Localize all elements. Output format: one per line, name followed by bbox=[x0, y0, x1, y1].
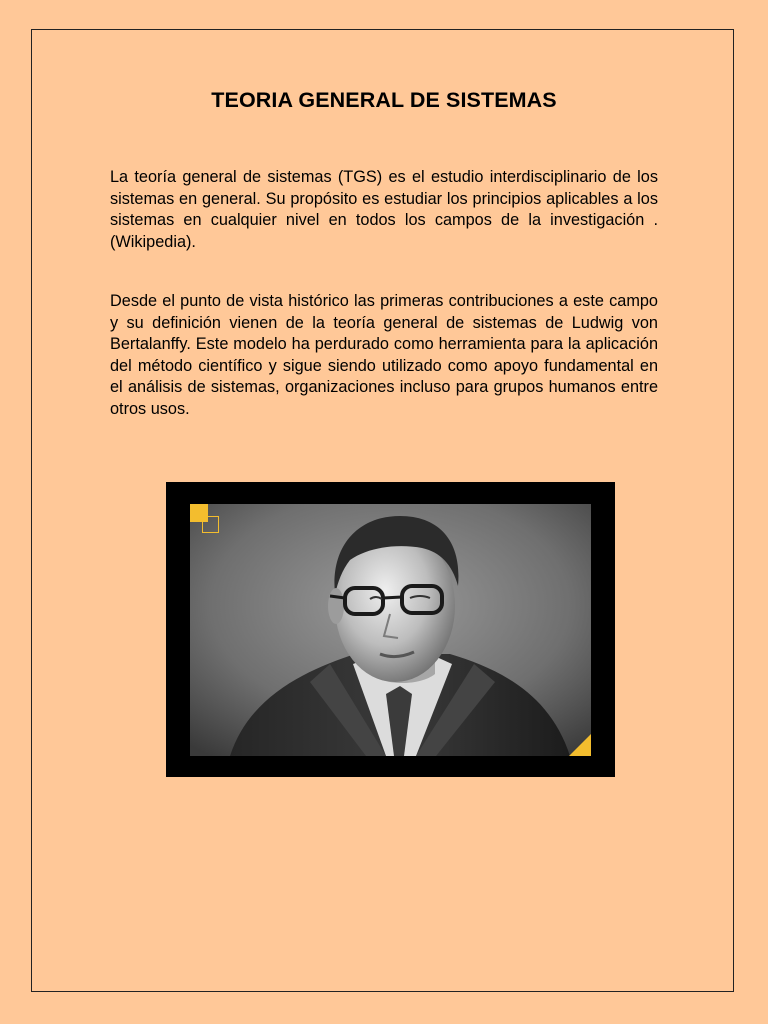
accent-square-outline bbox=[202, 516, 219, 533]
ear bbox=[328, 588, 344, 624]
page-title: TEORIA GENERAL DE SISTEMAS bbox=[211, 88, 557, 112]
history-paragraph: Desde el punto de vista histórico las primeras contribuciones a este campo y su definición vienen de la teoría general de sistemas de Ludwig von Bertalanffy. Este modelo ha perdurado como herramienta para la aplicación del método científico y sigue siendo utilizado como apoyo fundamental en el análisis de sistemas, organizaciones incluso para grupos humanos entre otros usos. bbox=[110, 292, 658, 418]
intro-paragraph: La teoría general de sistemas (TGS) es el estudio interdisciplinario de los sistemas en general. Su propósito es estudiar los principios aplicables a los sistemas en cualquier nivel en todos los campos de la investigación . (Wikipedia). bbox=[110, 168, 658, 251]
accent-triangle bbox=[569, 734, 591, 756]
portrait-photo bbox=[190, 504, 591, 756]
photo-frame bbox=[166, 482, 615, 777]
